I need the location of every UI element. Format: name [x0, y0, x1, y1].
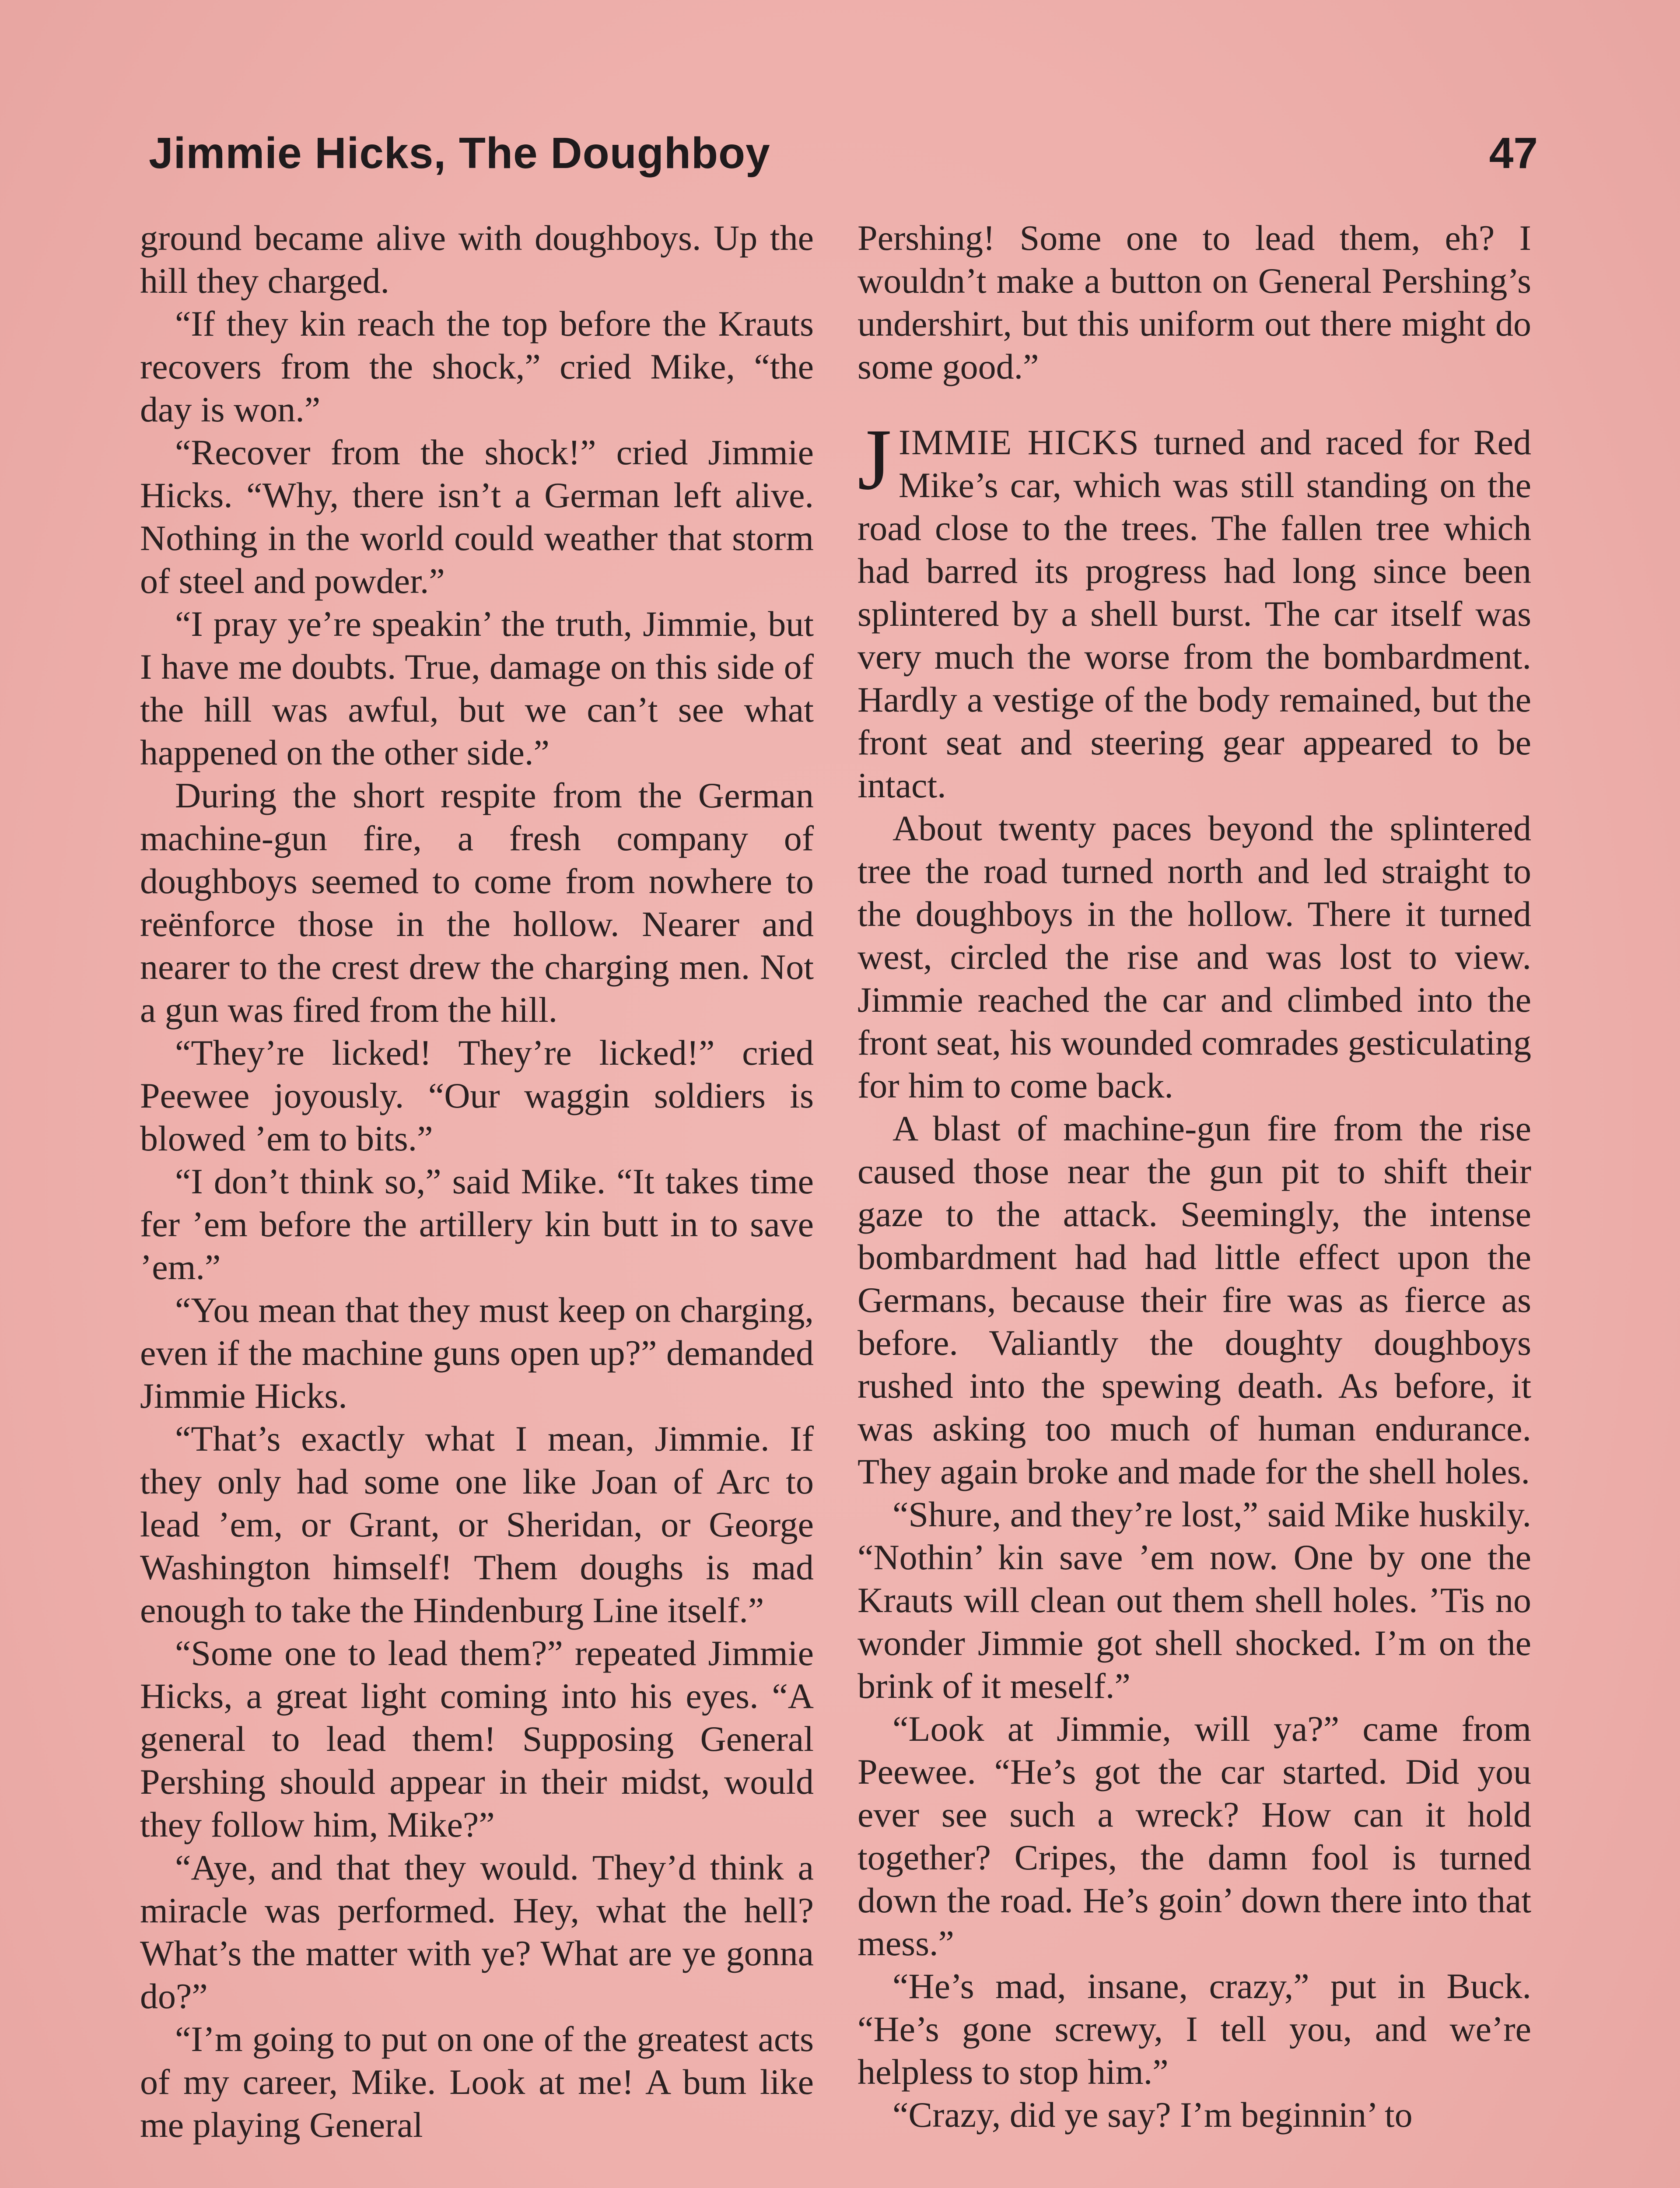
paragraph: “You mean that they must keep on charging, even if the machine guns open up?” demanded Jimmie Hicks.	[140, 1290, 814, 1416]
paragraph: ground became alive with doughboys. Up the hill they charged.	[140, 218, 814, 301]
small-caps-lead: IMMIE HICKS	[898, 422, 1140, 462]
paragraph: About twenty paces beyond the splintered tree the road turned north and led straight to the doughboys in the hollow. There it turned west, circled the rise and was lost to view. Jimmie reached the car and climbed into the front seat, his wounded comrades gesticulating for him to come back.	[858, 808, 1531, 1105]
right-column	[858, 217, 1531, 2136]
paragraph: “They’re licked! They’re licked!” cried Peewee joyously. “Our waggin soldiers is blowed ’em to bits.”	[140, 1033, 814, 1158]
drop-cap: J	[858, 411, 892, 508]
paragraph: “Shure, and they’re lost,” said Mike huskily. “Nothin’ kin save ’em now. One by one the Krauts will clean out them shell holes. ’Tis no wonder Jimmie got shell shocked. I’m on the brink of it meself.”	[858, 1494, 1531, 1706]
page-number: 47	[1489, 129, 1538, 178]
paragraph: “Recover from the shock!” cried Jimmie Hicks. “Why, there isn’t a German left alive. Nothing in the world could weather that storm of steel and powder.”	[140, 432, 814, 601]
paragraph: “Some one to lead them?” repeated Jimmie Hicks, a great light coming into his eyes. “A general to lead them! Supposing General Pershing should appear in their midst, would they follow him, Mike?”	[140, 1633, 814, 1844]
left-column	[140, 217, 814, 2146]
paragraph: A blast of machine-gun fire from the rise caused those near the gun pit to shift their gaze to the attack. Seemingly, the intense bombardment had had little effect upon the Germans, because their fire was as fierce as before. Valiantly the doughty doughboys rushed into the spewing death. As before, it was asking too much of human endurance. They again broke and made for the shell holes.	[858, 1108, 1531, 1491]
page-header	[149, 120, 1538, 195]
paragraph: “Look at Jimmie, will ya?” came from Peewee. “He’s got the car started. Did you ever see such a wreck? How can it hold together? Cripes, the damn fool is turned down the road. He’s goin’ down there into that mess.”	[858, 1709, 1531, 1963]
paragraph: “He’s mad, insane, crazy,” put in Buck. “He’s gone screwy, I tell you, and we’re helpless to stop him.”	[858, 1966, 1531, 2092]
paragraph: “That’s exactly what I mean, Jimmie. If they only had some one like Joan of Arc to lead ’em, or Grant, or Sheridan, or George Washington himself! Them doughs is mad enough to take the Hindenburg Line itself.”	[140, 1419, 814, 1630]
paragraph: “I pray ye’re speakin’ the truth, Jimmie, but I have me doubts. True, damage on this side of the hill was awful, but we can’t see what happened on the other side.”	[140, 604, 814, 772]
paragraph: “I’m going to put on one of the greatest acts of my career, Mike. Look at me! A bum like me playing General	[140, 2019, 814, 2145]
section-opening-text: turned and raced for Red Mike’s car, which was still standing on the road close to the trees. The fallen tree which had barred its progress had long since been splintered by a shell burst. The car itself was very much the worse from the bombardment. Hardly a vestige of the body remained, but the front seat and steering gear appeared to be intact.	[858, 422, 1531, 805]
paragraph: “Crazy, did ye say? I’m beginnin’ to	[892, 2095, 1413, 2135]
running-title: Jimmie Hicks, The Doughboy	[149, 129, 770, 178]
paragraph: “I don’t think so,” said Mike. “It takes time fer ’em before the artillery kin butt in to save ’em.”	[140, 1161, 814, 1287]
paragraph: “Aye, and that they would. They’d think a miracle was performed. Hey, what the hell? What’s the matter with ye? What are ye gonna do?”	[140, 1848, 814, 2016]
paragraph: During the short respite from the German machine-gun fire, a fresh company of doughboys seemed to come from nowhere to reënforce those in the hollow. Nearer and nearer to the crest drew the charging men. Not a gun was fired from the hill.	[140, 775, 814, 1030]
section-opening-paragraph	[858, 411, 1531, 807]
paragraph: Pershing! Some one to lead them, eh? I wouldn’t make a button on General Pershing’s undershirt, but this uniform out there might do some good.”	[858, 218, 1531, 386]
paragraph: “If they kin reach the top before the Krauts recovers from the shock,” cried Mike, “the day is won.”	[140, 304, 814, 429]
